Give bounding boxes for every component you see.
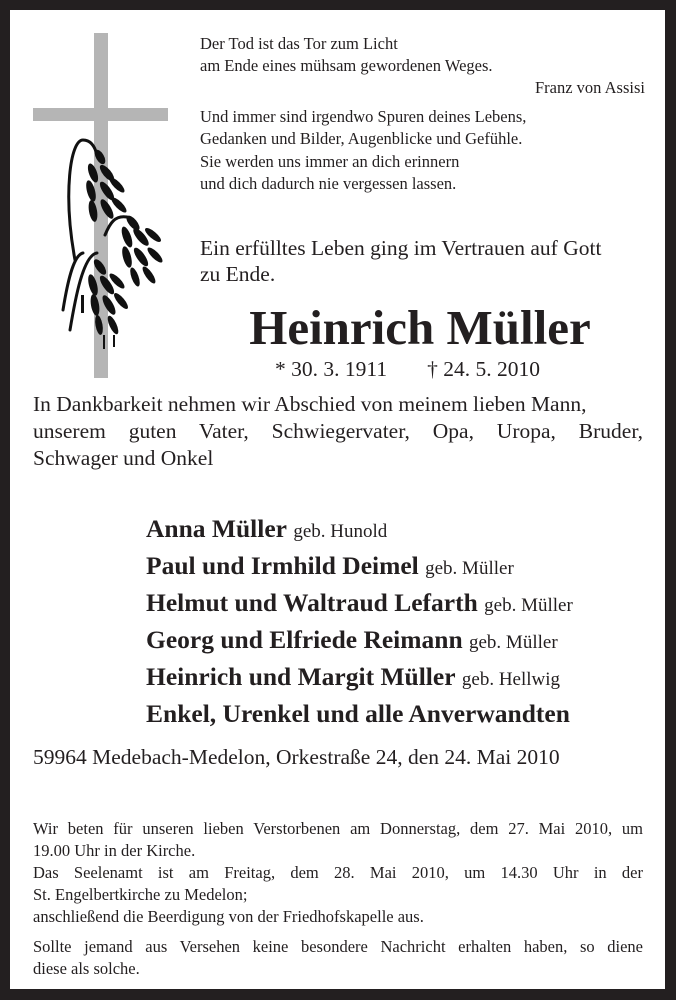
- lead-line: Ein erfülltes Leben ging im Vertrauen auf Gott: [200, 236, 602, 260]
- mourner-name: Georg und Elfriede Reimann: [146, 625, 463, 654]
- death-date: † 24. 5. 2010: [427, 357, 540, 381]
- farewell-text: [33, 391, 643, 472]
- closing-line: diese als solche.: [33, 959, 140, 978]
- notice-line: 19.00 Uhr in der Kirche.: [33, 841, 196, 860]
- notice-line: Wir beten für unseren lieben Verstorbenen am Donnerstag, dem 27. Mai 2010, um: [33, 819, 643, 838]
- mourner-maiden-name: geb. Müller: [484, 595, 573, 616]
- lead-line: zu Ende.: [200, 262, 276, 286]
- mourner-row: [146, 512, 666, 549]
- mourner-name: Heinrich und Margit Müller: [146, 662, 456, 691]
- mourner-name: Paul und Irmhild Deimel: [146, 551, 419, 580]
- mourner-maiden-name: geb. Müller: [469, 632, 558, 653]
- poem-block: [200, 106, 645, 195]
- cross-icon-crossbar: [33, 108, 168, 121]
- poem-line: Und immer sind irgendwo Spuren deines Lebens,: [200, 107, 527, 126]
- mourner-name: Anna Müller: [146, 514, 287, 543]
- mourners-list: [146, 512, 666, 731]
- poem-line: Sie werden uns immer an dich erinnern: [200, 151, 460, 171]
- deceased-name: Heinrich Müller: [249, 300, 591, 355]
- mourner-maiden-name: geb. Müller: [425, 558, 514, 579]
- quote-line: Der Tod ist das Tor zum Licht: [200, 34, 398, 53]
- quote-block: [200, 33, 645, 99]
- closing-line: Sollte jemand aus Versehen keine besondere Nachricht erhalten haben, so diene: [33, 937, 643, 956]
- mourner-name: Enkel, Urenkel und alle Anverwandten: [146, 699, 570, 728]
- closing-note: [33, 936, 643, 980]
- mourner-maiden-name: geb. Hellwig: [461, 669, 561, 690]
- mourner-row: [146, 586, 666, 623]
- notice-line: Das Seelenamt ist am Freitag, dem 28. Mai 2010, um 14.30 Uhr in der: [33, 863, 643, 882]
- life-dates: [275, 356, 540, 382]
- mourner-row: [146, 660, 666, 697]
- poem-line: und dich dadurch nie vergessen lassen.: [200, 173, 457, 193]
- mourner-name: Helmut und Waltraud Lefarth: [146, 588, 478, 617]
- farewell-line: Schwager und Onkel: [33, 446, 214, 470]
- quote-author: Franz von Assisi: [534, 78, 645, 97]
- service-notice: [33, 818, 643, 928]
- wheat-ears-icon: [55, 135, 170, 360]
- farewell-line: unserem guten Vater, Schwiegervater, Opa, Uropa, Bruder,: [33, 419, 643, 443]
- lead-sentence: [200, 235, 650, 287]
- notice-line: St. Engelbertkirche zu Medelon;: [33, 885, 248, 904]
- mourner-row: [146, 549, 666, 586]
- birth-date: * 30. 3. 1911: [275, 357, 388, 381]
- address-line: 59964 Medebach-Medelon, Orkestraße 24, den 24. Mai 2010: [33, 745, 560, 769]
- poem-line: Gedanken und Bilder, Augenblicke und Gefühle.: [200, 129, 523, 149]
- quote-line: am Ende eines mühsam gewordenen Weges.: [200, 56, 493, 75]
- mourner-maiden-name: geb. Hunold: [293, 521, 388, 542]
- notice-line: anschließend die Beerdigung von der Friedhofskapelle aus.: [33, 907, 424, 926]
- farewell-line: In Dankbarkeit nehmen wir Abschied von meinem lieben Mann,: [33, 392, 587, 416]
- mourner-row: [146, 623, 666, 660]
- mourner-row: [146, 697, 666, 731]
